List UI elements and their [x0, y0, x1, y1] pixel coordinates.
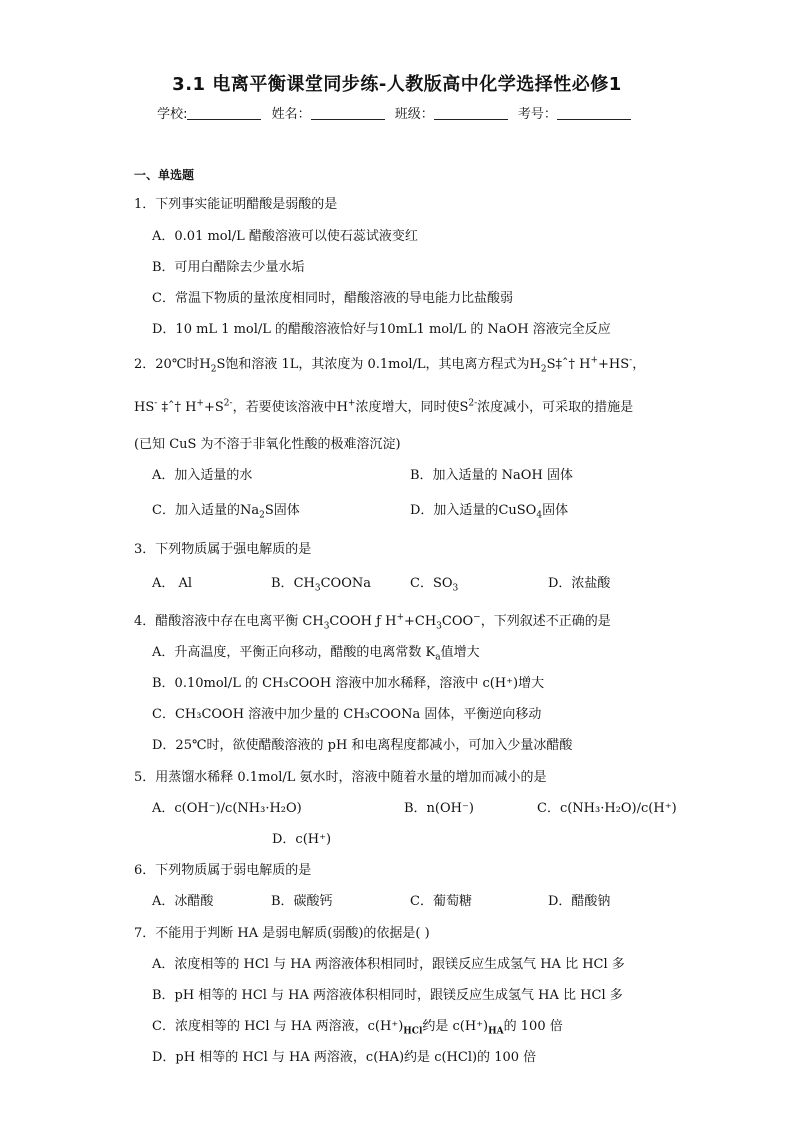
q2-option-a[interactable]: A．加入适量的水	[152, 468, 253, 483]
q4-option-b[interactable]: B．0.10mol/L 的 CH₃COOH 溶液中加水稀释，溶液中 c(H⁺)增大	[152, 676, 545, 691]
q5-option-b[interactable]: B．n(OH⁻)	[404, 801, 474, 816]
q2-option-b[interactable]: B．加入适量的 NaOH 固体	[410, 468, 573, 483]
student-info-line	[0, 103, 794, 122]
question-7-stem: 7．不能用于判断 HA 是弱电解质(弱酸)的依据是( )	[134, 926, 430, 941]
name-label: 姓名：	[271, 107, 311, 122]
q6-option-c[interactable]: C．葡萄糖	[410, 894, 472, 909]
q2-option-d[interactable]: D．加入适量的CuSO$_4$固体	[410, 503, 569, 521]
q1-option-d[interactable]: D．10 mL 1 mol/L 的醋酸溶液恰好与10mL1 mol/L 的 NaOH 溶液完全反应	[152, 322, 611, 337]
question-3-stem: 3．下列物质属于强电解质的是	[134, 542, 312, 557]
question-5-stem: 5．用蒸馏水稀释 0.1mol/L 氨水时，溶液中随着水量的增加而减小的是	[134, 770, 547, 785]
question-4-stem: 4．醋酸溶液中存在电离平衡 $CH_3COOH$ ƒ $H^++CH_3COO^-$，下列叙述不正确的是	[134, 612, 611, 632]
q5-option-c[interactable]: C．c(NH₃·H₂O)/c(H⁺)	[537, 801, 677, 816]
q6-option-a[interactable]: A．冰醋酸	[152, 894, 214, 909]
q3-option-d[interactable]: D．浓盐酸	[548, 576, 611, 591]
class-label: 班级：	[394, 107, 434, 122]
q5-option-a[interactable]: A．c(OH⁻)/c(NH₃·H₂O)	[152, 801, 302, 816]
question-2-line-2: HS- ‡ˆ† $H^++S^{2-}$，若要使该溶液中H+浓度增大，同时使$S^{2-}$浓度减小，可采取的措施是	[134, 398, 634, 415]
q4-option-a[interactable]: A．升高温度，平衡正向移动，醋酸的电离常数 $K_a$值增大	[152, 645, 480, 663]
q7-option-c[interactable]: C．浓度相等的 HCl 与 HA 两溶液，$c(H^+)_{HCl}$约是 $c(H^+)_{HA}$的 100 倍	[152, 1019, 563, 1037]
section-heading: 一、单选题	[134, 168, 195, 182]
q3-option-a[interactable]: A． Al	[152, 576, 193, 591]
q7-option-a[interactable]: A．浓度相等的 HCl 与 HA 两溶液体积相同时，跟镁反应生成氢气 HA 比 HCl 多	[152, 957, 625, 972]
q1-option-c[interactable]: C．常温下物质的量浓度相同时，醋酸溶液的导电能力比盐酸弱	[152, 291, 513, 306]
school-label: 学校:	[157, 107, 188, 122]
q4-option-c[interactable]: C．CH₃COOH 溶液中加少量的 CH₃COONa 固体，平衡逆向移动	[152, 707, 542, 722]
q1-option-b[interactable]: B．可用白醋除去少量水垢	[152, 260, 305, 275]
q3-option-c[interactable]: C．$SO_3$	[410, 576, 459, 594]
question-2-line-3: (已知 CuS 为不溶于非氧化性酸的极难溶沉淀)	[134, 437, 401, 452]
q3-option-b[interactable]: B．$CH_3COONa$	[271, 576, 371, 594]
q2-option-c[interactable]: C．加入适量的$Na_2S$固体	[152, 503, 300, 521]
q7-option-b[interactable]: B．pH 相等的 HCl 与 HA 两溶液体积相同时，跟镁反应生成氢气 HA 比 HCl 多	[152, 988, 623, 1003]
number-blank[interactable]	[557, 107, 631, 120]
q4-option-d[interactable]: D．25℃时，欲使醋酸溶液的 pH 和电离程度都减小，可加入少量冰醋酸	[152, 738, 573, 753]
name-blank[interactable]	[311, 107, 385, 120]
school-blank[interactable]	[187, 107, 261, 120]
question-2-line-1: 2．20℃时$H_2S$饱和溶液 1L，其浓度为 0.1mol/L，其电离方程式为$H_2S\ddagger ˆ\dagger$ H++HS-，	[134, 355, 646, 375]
q7-option-d[interactable]: D．pH 相等的 HCl 与 HA 两溶液，c(HA)约是 c(HCl)的 100 倍	[152, 1050, 537, 1065]
question-1-stem: 1．下列事实能证明醋酸是弱酸的是	[134, 197, 338, 212]
q5-option-d[interactable]: D．c(H⁺)	[272, 832, 332, 847]
page-title: 3.1 电离平衡课堂同步练-人教版高中化学选择性必修1	[172, 74, 622, 95]
q6-option-b[interactable]: B．碳酸钙	[271, 894, 333, 909]
number-label: 考号：	[517, 107, 557, 122]
q6-option-d[interactable]: D．醋酸钠	[548, 894, 611, 909]
question-6-stem: 6．下列物质属于弱电解质的是	[134, 863, 312, 878]
q1-option-a[interactable]: A．0.01 mol/L 醋酸溶液可以使石蕊试液变红	[152, 229, 418, 244]
class-blank[interactable]	[434, 107, 508, 120]
